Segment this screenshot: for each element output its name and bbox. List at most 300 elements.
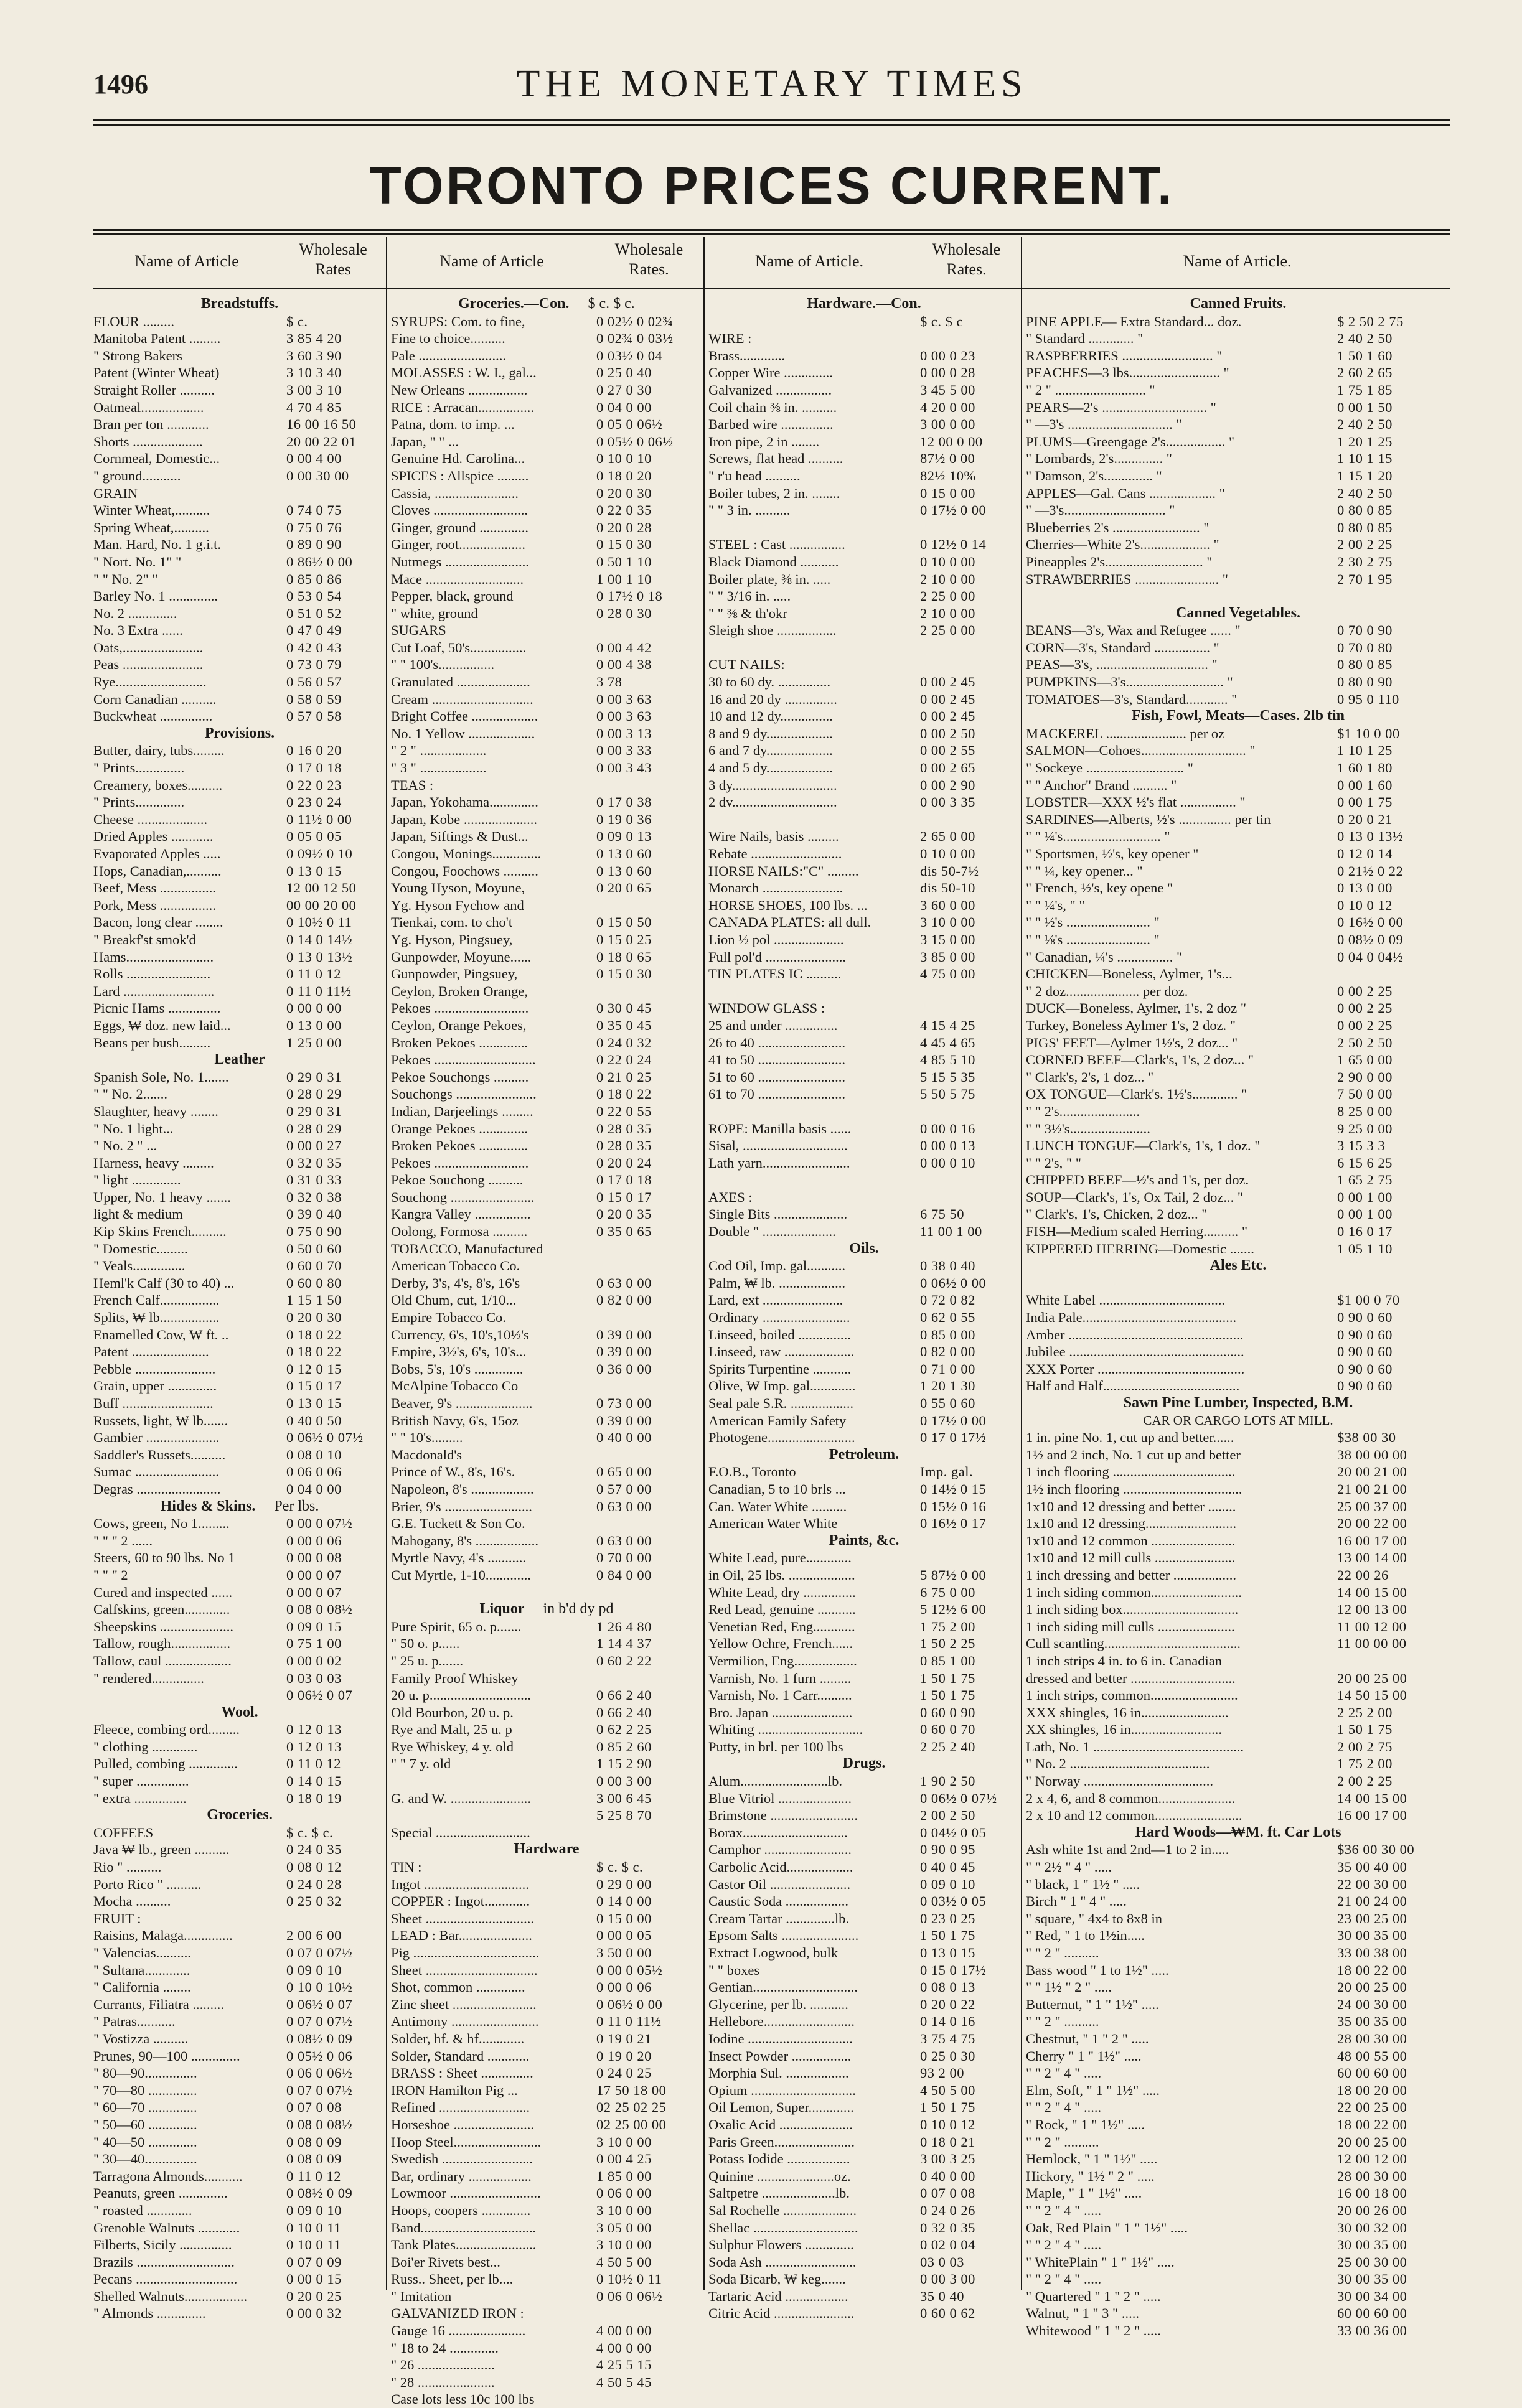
article-name: TOMATOES—3's, Standard............ " bbox=[1026, 691, 1238, 707]
article-name: " Strong Bakers bbox=[93, 347, 182, 363]
price-row bbox=[708, 1515, 1020, 1532]
article-name: Iodine .............................. bbox=[708, 2030, 853, 2046]
wholesale-rate: 4 75 0 00 bbox=[920, 966, 975, 982]
article-name: " 50 o. p...... bbox=[391, 1636, 460, 1652]
article-name: Tartaric Acid .................. bbox=[708, 2288, 848, 2304]
article-name: CANADA PLATES: all dull. bbox=[708, 914, 871, 930]
wholesale-rate: 0 03 0 03 bbox=[286, 1670, 342, 1686]
section-heading bbox=[1026, 1824, 1450, 1842]
price-row bbox=[391, 2374, 702, 2391]
price-row bbox=[1026, 1652, 1450, 1670]
price-row bbox=[391, 553, 702, 571]
article-name: Cull scantling....................................... bbox=[1026, 1636, 1241, 1652]
price-row bbox=[93, 2099, 386, 2116]
price-row bbox=[391, 2134, 702, 2151]
article-name: Linseed, raw .................... bbox=[708, 1344, 855, 1360]
price-row bbox=[708, 571, 1020, 588]
article-name: G.E. Tuckett & Son Co. bbox=[391, 1516, 525, 1532]
price-row bbox=[93, 1137, 386, 1155]
article-name: " rendered............... bbox=[93, 1670, 204, 1686]
wholesale-rate bbox=[914, 1189, 1020, 1206]
wholesale-rate: 0 63 0 00 bbox=[596, 1498, 652, 1514]
article-name: Grenoble Walnuts ............ bbox=[93, 2219, 240, 2236]
price-row bbox=[708, 502, 1020, 519]
article-name: " black, 1 " 1½ " ..... bbox=[1026, 1876, 1140, 1892]
wholesale-rate: $ c. $ c. bbox=[596, 1859, 644, 1875]
price-row bbox=[391, 879, 702, 897]
price-row bbox=[391, 777, 702, 794]
article-name: Kangra Valley ................ bbox=[391, 1206, 531, 1222]
wholesale-rate: 0 07 0 07½ bbox=[286, 1945, 353, 1961]
article-name: Filberts, Sicily ............... bbox=[93, 2237, 232, 2253]
article-name: Wire Nails, basis ......... bbox=[708, 828, 839, 845]
article-name: Patna, dom. to imp. ... bbox=[391, 416, 515, 433]
wholesale-rate: 0 11 0 11½ bbox=[286, 983, 352, 999]
price-row bbox=[93, 1223, 386, 1240]
price-row bbox=[93, 2270, 386, 2288]
wholesale-rate: $1 00 0 70 bbox=[1337, 1292, 1400, 1308]
article-name: Ingot .............................. bbox=[391, 1876, 529, 1892]
wholesale-rate: 30 00 34 00 bbox=[1337, 2288, 1407, 2304]
price-row bbox=[391, 1790, 702, 1807]
wholesale-rate: 0 09½ 0 10 bbox=[286, 846, 353, 861]
article-name: 1x10 and 12 common ........................ bbox=[1026, 1532, 1236, 1548]
section-heading-text: Hardware bbox=[514, 1841, 580, 1858]
article-name: Hams......................... bbox=[93, 949, 214, 965]
price-row bbox=[708, 1910, 1020, 1928]
price-row bbox=[708, 879, 1020, 897]
wholesale-rate: 3 85 0 00 bbox=[920, 949, 975, 965]
price-row bbox=[93, 2134, 386, 2151]
price-row bbox=[93, 588, 386, 605]
price-row bbox=[708, 347, 1020, 365]
article-name: HORSE NAILS:"C" ......... bbox=[708, 863, 859, 879]
price-row bbox=[93, 605, 386, 622]
price-row bbox=[391, 1927, 702, 1944]
price-row bbox=[93, 1635, 386, 1652]
price-row bbox=[1026, 1223, 1450, 1240]
price-row bbox=[708, 433, 1020, 451]
article-name: 61 to 70 ......................... bbox=[708, 1086, 846, 1102]
price-row bbox=[708, 845, 1020, 863]
article-name: Japan, Siftings & Dust... bbox=[391, 828, 528, 845]
wholesale-rate: 0 55 0 60 bbox=[920, 1395, 975, 1411]
price-row bbox=[1026, 742, 1450, 759]
wholesale-rate: 0 28 0 30 bbox=[596, 605, 652, 621]
wholesale-rate: 0 90 0 60 bbox=[1337, 1309, 1393, 1326]
article-name: " " 1½ " 2 " ..... bbox=[1026, 1979, 1112, 1995]
wholesale-rate: 0 66 2 40 bbox=[596, 1687, 652, 1703]
wholesale-rate: 0 05 0 06½ bbox=[596, 416, 663, 433]
price-row bbox=[93, 1034, 386, 1052]
price-row bbox=[708, 1876, 1020, 1893]
price-row bbox=[1026, 2219, 1450, 2237]
price-row bbox=[708, 1000, 1020, 1017]
price-row bbox=[391, 1017, 702, 1034]
wholesale-rate: 18 00 22 00 bbox=[1337, 2116, 1407, 2132]
article-name: " 2 " .......................... " bbox=[1026, 382, 1155, 398]
wholesale-rate: 35 00 40 00 bbox=[1337, 1859, 1407, 1875]
article-name: Broken Pekoes .............. bbox=[391, 1034, 528, 1051]
price-row bbox=[93, 1876, 386, 1893]
price-row bbox=[708, 1155, 1020, 1172]
price-row bbox=[391, 983, 702, 1000]
wholesale-rate: 0 00 1 00 bbox=[1337, 1206, 1393, 1222]
price-row bbox=[1026, 467, 1450, 485]
wholesale-rate: 0 04 0 04½ bbox=[1337, 949, 1404, 965]
wholesale-rate: 2 50 2 50 bbox=[1337, 1034, 1393, 1051]
article-name: Linseed, boiled ............... bbox=[708, 1326, 851, 1342]
wholesale-rate: 0 20 0 30 bbox=[286, 1309, 342, 1326]
article-name: 1½ and 2 inch, No. 1 cut up and better bbox=[1026, 1446, 1241, 1463]
price-row bbox=[1026, 2134, 1450, 2151]
article-name: Gentian.............................. bbox=[708, 1979, 858, 1995]
price-row bbox=[1026, 1155, 1450, 1172]
article-name: Rio " .......... bbox=[93, 1859, 162, 1875]
article-name: Cut Myrtle, 1-10............. bbox=[391, 1567, 531, 1583]
article-name: Seal pale S.R. .................. bbox=[708, 1395, 854, 1411]
price-row bbox=[391, 2236, 702, 2254]
masthead-rule bbox=[93, 119, 1450, 121]
wholesale-rate: 0 00 0 15 bbox=[286, 2271, 342, 2287]
price-row bbox=[1026, 1085, 1450, 1103]
article-name: " 2 doz..................... per doz. bbox=[1026, 983, 1188, 999]
article-name: Boiler tubes, 2 in. ........ bbox=[708, 485, 840, 501]
article-name: Pure Spirit, 65 o. p....... bbox=[391, 1618, 522, 1634]
price-row bbox=[93, 536, 386, 553]
article-name: Soda Ash .......................... bbox=[708, 2254, 857, 2270]
wholesale-rate: 0 13 0 15 bbox=[920, 1945, 975, 1961]
wholesale-rate: 0 75 0 90 bbox=[286, 1224, 342, 1240]
wholesale-rate: 0 13 0 15 bbox=[286, 1395, 342, 1411]
article-name: No. 3 Extra ...... bbox=[93, 622, 183, 639]
article-name: 1 inch flooring ................................... bbox=[1026, 1464, 1236, 1480]
price-row bbox=[391, 622, 702, 639]
wholesale-rate: 0 29 0 31 bbox=[286, 1103, 342, 1119]
article-name: " Norway ..................................... bbox=[1026, 1773, 1214, 1789]
wholesale-rate: 3 00 3 25 bbox=[920, 2151, 975, 2167]
price-row bbox=[93, 399, 386, 416]
price-row bbox=[708, 1326, 1020, 1344]
price-row bbox=[391, 467, 702, 485]
wholesale-rate bbox=[590, 1584, 702, 1601]
wholesale-rate: 0 20 0 25 bbox=[286, 2288, 342, 2304]
wholesale-rate: 0 66 2 40 bbox=[596, 1704, 652, 1720]
price-row bbox=[1026, 828, 1450, 845]
wholesale-rate: 0 75 0 76 bbox=[286, 519, 342, 535]
wholesale-rate: 0 32 0 35 bbox=[286, 1155, 342, 1171]
price-row bbox=[391, 691, 702, 708]
price-row bbox=[93, 1893, 386, 1910]
wholesale-rate: 0 15 0 17 bbox=[286, 1378, 342, 1394]
article-name: Double " ..................... bbox=[708, 1224, 836, 1240]
price-row bbox=[1026, 811, 1450, 828]
price-row bbox=[1026, 2030, 1450, 2048]
wholesale-rate: 0 20 0 28 bbox=[596, 519, 652, 535]
price-row bbox=[708, 622, 1020, 639]
article-name: Solder, Standard ............ bbox=[391, 2048, 530, 2064]
article-name: 2 dv.............................. bbox=[708, 794, 837, 810]
article-name: Derby, 3's, 4's, 8's, 16's bbox=[391, 1275, 520, 1291]
wholesale-rate: 0 18 0 19 bbox=[286, 1790, 342, 1806]
wholesale-rate: 4 00 0 00 bbox=[596, 2323, 652, 2339]
wholesale-rate: 0 18 0 22 bbox=[286, 1344, 342, 1360]
wholesale-rate: 1 75 2 00 bbox=[1337, 1756, 1393, 1772]
price-row bbox=[1026, 382, 1450, 399]
wholesale-rate: 0 62 0 55 bbox=[920, 1309, 975, 1326]
price-row bbox=[391, 1910, 702, 1928]
article-name: " " 10's......... bbox=[391, 1430, 463, 1446]
wholesale-rate bbox=[914, 1549, 1020, 1567]
article-name: Degras ........................ bbox=[93, 1481, 221, 1497]
wholesale-rate: 0 80 0 90 bbox=[1337, 674, 1393, 690]
article-name: " r'u head .......... bbox=[708, 467, 801, 484]
price-row bbox=[708, 759, 1020, 777]
wholesale-rate: 0 18 0 20 bbox=[596, 467, 652, 484]
article-name: " " " 2 bbox=[93, 1567, 128, 1583]
wholesale-rate: 0 53 0 54 bbox=[286, 588, 342, 604]
price-row bbox=[93, 2150, 386, 2168]
wholesale-rate: 0 95 0 110 bbox=[1337, 691, 1399, 707]
wholesale-rate: 0 17½ 0 00 bbox=[920, 1412, 987, 1428]
article-name: Pig .................................... bbox=[391, 1945, 540, 1961]
price-row bbox=[93, 1962, 386, 1979]
article-name: 20 u. p............................. bbox=[391, 1687, 531, 1703]
section-heading bbox=[1026, 296, 1450, 313]
article-name: Borax.............................. bbox=[708, 1824, 848, 1840]
wholesale-rate: 0 00 0 06 bbox=[596, 1979, 652, 1995]
article-name: Pekoes ............................. bbox=[391, 1052, 536, 1068]
price-row bbox=[1026, 2202, 1450, 2219]
price-row bbox=[1026, 1481, 1450, 1498]
price-row bbox=[1026, 1584, 1450, 1601]
price-row bbox=[708, 777, 1020, 794]
article-name: 10 and 12 dy............... bbox=[708, 708, 833, 724]
article-name: PEARS—2's .............................. " bbox=[1026, 399, 1216, 415]
article-name: Peanuts, green .............. bbox=[93, 2185, 228, 2201]
wholesale-rate: 0 02¾ 0 03½ bbox=[596, 330, 674, 347]
price-row bbox=[93, 1120, 386, 1138]
price-row bbox=[1026, 794, 1450, 811]
article-name: Currency, 6's, 10's,10½'s bbox=[391, 1326, 529, 1342]
article-name: Sumac ........................ bbox=[93, 1464, 219, 1480]
price-row bbox=[708, 2082, 1020, 2099]
wholesale-rate bbox=[590, 1670, 702, 1687]
wholesale-rate: 0 12 0 14 bbox=[1337, 846, 1393, 861]
article-name: Glycerine, per lb. ........... bbox=[708, 1996, 848, 2012]
price-row bbox=[93, 2030, 386, 2048]
section-heading-text: Oils. bbox=[849, 1240, 879, 1257]
article-name: Oil Lemon, Super............. bbox=[708, 2099, 854, 2115]
article-name: Half and Half....................................... bbox=[1026, 1378, 1240, 1394]
price-row bbox=[708, 1996, 1020, 2013]
wholesale-rate: 0 57 0 58 bbox=[286, 708, 342, 724]
price-row bbox=[93, 1103, 386, 1120]
article-name: Myrtle Navy, 4's ........... bbox=[391, 1550, 526, 1566]
section-heading bbox=[708, 1240, 1020, 1258]
wholesale-rate: 0 07 0 07½ bbox=[286, 2013, 353, 2030]
price-row bbox=[391, 588, 702, 605]
wholesale-rate: 03 0 03 bbox=[920, 2254, 964, 2270]
wholesale-rate: 0 00 2 45 bbox=[920, 674, 975, 690]
article-name: 1x10 and 12 dressing.......................... bbox=[1026, 1516, 1237, 1532]
price-row bbox=[1026, 2185, 1450, 2202]
wholesale-rate: 0 36 0 00 bbox=[596, 1361, 652, 1377]
wholesale-rate: 0 80 0 85 bbox=[1337, 657, 1393, 673]
price-row bbox=[93, 639, 386, 657]
price-row bbox=[391, 1326, 702, 1344]
price-row bbox=[708, 1687, 1020, 1704]
section-heading bbox=[93, 1498, 386, 1516]
wholesale-rate: 1 10 1 15 bbox=[1337, 451, 1393, 467]
price-row bbox=[1026, 330, 1450, 347]
price-row bbox=[708, 1618, 1020, 1636]
article-name: Porto Rico " .......... bbox=[93, 1876, 202, 1892]
wholesale-rate: 0 70 0 90 bbox=[1337, 622, 1393, 639]
wholesale-rate: 0 28 0 35 bbox=[596, 1120, 652, 1136]
wholesale-rate: 0 35 0 45 bbox=[596, 1017, 652, 1033]
price-row bbox=[93, 1687, 386, 1704]
wholesale-rate: 0 11 0 12 bbox=[286, 2168, 342, 2184]
article-name: " Rock, " 1 " 1½" ..... bbox=[1026, 2116, 1145, 2132]
wholesale-rate: 9 25 0 00 bbox=[1337, 1120, 1393, 1136]
article-name: " " 2 " .......... bbox=[1026, 2013, 1099, 2030]
price-row bbox=[708, 1738, 1020, 1756]
price-row bbox=[708, 588, 1020, 605]
wholesale-rate: 0 00 0 07 bbox=[286, 1584, 342, 1600]
wholesale-rate: 0 08 0 09 bbox=[286, 2151, 342, 2167]
article-name: 8 and 9 dy................... bbox=[708, 725, 833, 741]
article-name: 2 x 10 and 12 common......................... bbox=[1026, 1807, 1242, 1824]
article-name: " " ¼, key opener... " bbox=[1026, 863, 1143, 879]
wholesale-rate: 0 06½ 0 07 bbox=[286, 1996, 353, 2012]
price-row bbox=[708, 2013, 1020, 2030]
article-name: Broken Pekoes .............. bbox=[391, 1138, 528, 1154]
price-row bbox=[391, 330, 702, 347]
article-name: White Lead, dry ............... bbox=[708, 1584, 856, 1600]
article-name: Brass............. bbox=[708, 347, 786, 363]
price-row bbox=[391, 1446, 702, 1464]
wholesale-rate: 0 39 0 00 bbox=[596, 1326, 652, 1342]
price-row bbox=[1026, 2064, 1450, 2082]
price-row bbox=[93, 949, 386, 966]
price-row bbox=[708, 1944, 1020, 1962]
wholesale-rate: 0 08½ 0 09 bbox=[286, 2185, 353, 2201]
price-row bbox=[391, 1377, 702, 1395]
article-name: Upper, No. 1 heavy ....... bbox=[93, 1189, 231, 1205]
wholesale-rate: 20 00 21 00 bbox=[1337, 1464, 1407, 1480]
article-name: Buckwheat ............... bbox=[93, 708, 213, 724]
price-row bbox=[1026, 433, 1450, 451]
wholesale-rate: 0 17 0 18 bbox=[286, 760, 342, 776]
article-name: Coil chain ⅜ in. .......... bbox=[708, 399, 837, 415]
wholesale-rate: 0 10 0 00 bbox=[920, 846, 975, 861]
wholesale-rate: 4 85 5 10 bbox=[920, 1052, 975, 1068]
article-name: PIGS' FEET—Aylmer 1½'s, 2 doz... " bbox=[1026, 1034, 1238, 1051]
price-row bbox=[1026, 1567, 1450, 1584]
wholesale-rate: 0 10 0 12 bbox=[1337, 897, 1393, 913]
article-name: Screws, flat head .......... bbox=[708, 451, 843, 467]
price-row bbox=[1026, 2288, 1450, 2305]
wholesale-rate: 0 10 0 00 bbox=[920, 553, 975, 569]
price-row bbox=[391, 2322, 702, 2340]
wholesale-rate: 2 30 2 75 bbox=[1337, 553, 1393, 569]
wholesale-rate: 0 40 0 00 bbox=[920, 2168, 975, 2184]
price-row bbox=[708, 519, 1020, 536]
wholesale-rate bbox=[590, 1377, 702, 1395]
article-name: Rebate .......................... bbox=[708, 846, 842, 861]
wholesale-rate: 0 50 0 60 bbox=[286, 1240, 342, 1257]
article-name: " square, " 4x4 to 8x8 in bbox=[1026, 1910, 1162, 1926]
article-name: " Vostizza .......... bbox=[93, 2030, 189, 2046]
price-row bbox=[1026, 1721, 1450, 1738]
article-name: Saddler's Russets.......... bbox=[93, 1446, 226, 1463]
price-row bbox=[391, 2064, 702, 2082]
wholesale-rate: 3 00 3 10 bbox=[286, 382, 342, 398]
article-name: FISH—Medium scaled Herring.......... " bbox=[1026, 1224, 1248, 1240]
wholesale-rate: 0 14 0 16 bbox=[920, 2013, 975, 2030]
price-row bbox=[708, 450, 1020, 467]
article-name: American Family Safety bbox=[708, 1412, 847, 1428]
price-row bbox=[1026, 673, 1450, 691]
article-name: Rye Whiskey, 4 y. old bbox=[391, 1738, 514, 1754]
price-row bbox=[93, 1412, 386, 1430]
price-row bbox=[391, 416, 702, 433]
price-row bbox=[1026, 1069, 1450, 1086]
article-name: Castor Oil ....................... bbox=[708, 1876, 851, 1892]
price-row bbox=[93, 1446, 386, 1464]
article-name: Sheet ................................ bbox=[391, 1962, 538, 1978]
price-row bbox=[708, 2288, 1020, 2305]
section-heading-text: Groceries. bbox=[207, 1807, 273, 1824]
price-row bbox=[1026, 1000, 1450, 1017]
price-row bbox=[93, 2168, 386, 2185]
article-name bbox=[708, 519, 914, 536]
price-row bbox=[1026, 536, 1450, 553]
price-row bbox=[1026, 1979, 1450, 1996]
price-row bbox=[1026, 1291, 1450, 1309]
price-row bbox=[1026, 1309, 1450, 1326]
article-name: " 3 " ................... bbox=[391, 760, 487, 776]
price-row bbox=[391, 313, 702, 330]
wholesale-rate: 0 06 0 06½ bbox=[596, 2288, 663, 2304]
price-row bbox=[391, 2150, 702, 2168]
article-name bbox=[391, 1773, 590, 1790]
article-name: Tallow, caul ................... bbox=[93, 1652, 232, 1669]
wholesale-rate: 0 90 0 60 bbox=[1337, 1344, 1393, 1360]
wholesale-rate: 0 06 0 00 bbox=[596, 2185, 652, 2201]
article-name: Russ.. Sheet, per lb.... bbox=[391, 2271, 514, 2287]
article-name: India Pale............................................ bbox=[1026, 1309, 1237, 1326]
price-row bbox=[93, 2254, 386, 2271]
price-row bbox=[708, 313, 1020, 330]
price-row bbox=[1026, 1876, 1450, 1893]
price-row bbox=[1026, 519, 1450, 536]
article-name: " " No. 2" " bbox=[93, 571, 158, 587]
article-name: " Prints.............. bbox=[93, 760, 185, 776]
article-name: Ash white 1st and 2nd—1 to 2 in..... bbox=[1026, 1842, 1229, 1858]
wholesale-rate: 0 15 0 17½ bbox=[920, 1962, 987, 1978]
article-name: " light .............. bbox=[93, 1172, 181, 1188]
wholesale-rate bbox=[590, 1824, 702, 1842]
price-row bbox=[93, 777, 386, 794]
price-row bbox=[391, 1996, 702, 2013]
price-row bbox=[391, 399, 702, 416]
wholesale-rate: 0 39 0 00 bbox=[596, 1344, 652, 1360]
price-row bbox=[93, 1017, 386, 1034]
price-row bbox=[391, 2082, 702, 2099]
wholesale-rate: 0 20 0 21 bbox=[1337, 811, 1393, 827]
